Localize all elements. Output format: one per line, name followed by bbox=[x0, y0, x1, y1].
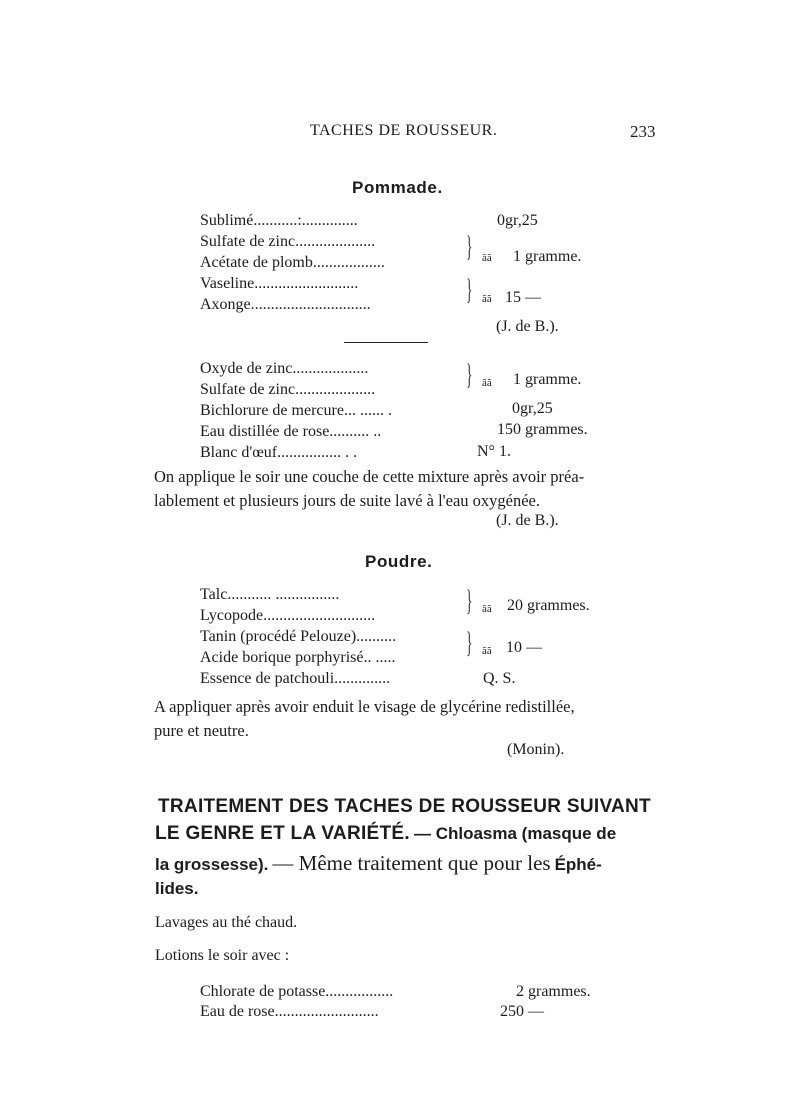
ingredient-row bbox=[200, 586, 339, 604]
ratio-mark: ãã bbox=[482, 603, 492, 615]
ingredient-name: Sulfate de zinc bbox=[200, 233, 296, 250]
ratio-mark: ãã bbox=[482, 252, 492, 264]
ingredient-row bbox=[200, 360, 368, 378]
leader-dots: .................. bbox=[312, 254, 385, 271]
ingredient-row bbox=[200, 607, 375, 625]
ingredient-row bbox=[200, 670, 390, 688]
brace-icon: } bbox=[466, 358, 473, 391]
ingredient-row bbox=[200, 212, 358, 230]
ingredient-name: Blanc d'œuf bbox=[200, 444, 278, 461]
paragraph-line: A appliquer après avoir enduit le visage de glycérine redistillée, bbox=[154, 697, 575, 716]
ingredient-amount: 1 gramme. bbox=[513, 248, 582, 265]
instruction-paragraph bbox=[154, 465, 674, 513]
page-number: 233 bbox=[630, 122, 656, 141]
leader-dots: ... ...... . bbox=[343, 402, 392, 419]
ingredient-amount: 2 grammes. bbox=[516, 983, 591, 1000]
ingredient-name: Acétate de plomb bbox=[200, 254, 313, 271]
ingredient-name: Acide borique porphyrisé bbox=[200, 649, 364, 666]
leader-dots: ................... bbox=[292, 360, 369, 377]
divider-rule bbox=[344, 342, 428, 343]
brace-icon: } bbox=[466, 273, 473, 306]
ingredient-name: Oxyde de zinc bbox=[200, 360, 293, 377]
ingredient-name: Chlorate de potasse bbox=[200, 983, 326, 1000]
brace-icon: } bbox=[466, 230, 473, 263]
leader-dots: .............. bbox=[334, 670, 391, 687]
paragraph-line: On applique le soir une couche de cette mixture après avoir préa- bbox=[154, 467, 585, 486]
ingredient-name: Talc bbox=[200, 586, 228, 603]
ingredient-row bbox=[200, 254, 385, 272]
ingredient-name: Sublimé bbox=[200, 212, 254, 229]
paragraph-line: lablement et plusieurs jours de suite lavé à l'eau oxygénée. bbox=[154, 491, 541, 510]
ingredient-amount: 150 grammes. bbox=[497, 421, 588, 438]
section-title-line bbox=[155, 851, 602, 876]
leader-dots: ........... ................ bbox=[227, 586, 340, 603]
ingredient-amount: 15 — bbox=[505, 289, 541, 306]
running-header-title: TACHES DE ROUSSEUR. bbox=[310, 122, 498, 139]
ingredient-row bbox=[200, 983, 393, 1001]
leader-dots: .......................... bbox=[254, 275, 359, 292]
ingredient-row bbox=[200, 628, 396, 646]
section-title-line: TRAITEMENT DES TACHES DE ROUSSEUR SUIVANT bbox=[158, 796, 651, 817]
ingredient-name: Lycopode bbox=[200, 607, 264, 624]
ingredient-row bbox=[200, 1003, 379, 1021]
section-subtitle-part: — Chloasma (masque de bbox=[413, 824, 617, 843]
source-citation: (Monin). bbox=[507, 741, 565, 758]
ingredient-amount: 250 — bbox=[500, 1003, 544, 1020]
ingredient-amount: N° 1. bbox=[477, 443, 511, 460]
ingredient-row bbox=[200, 444, 357, 462]
ingredient-row bbox=[200, 649, 396, 667]
ingredient-name: Bichlorure de mercure bbox=[200, 402, 344, 419]
body-line: Lotions le soir avec : bbox=[155, 947, 290, 964]
ingredient-name: Sulfate de zinc bbox=[200, 381, 296, 398]
ingredient-amount: Q. S. bbox=[483, 670, 516, 687]
leader-dots: .............................. bbox=[250, 296, 371, 313]
leader-dots: .......................... bbox=[274, 1003, 379, 1020]
section-heading-poudre: Poudre. bbox=[365, 552, 433, 571]
section-subtitle-part: Éphé- bbox=[554, 855, 602, 874]
ingredient-amount: 20 grammes. bbox=[507, 597, 590, 614]
leader-dots: .......... bbox=[356, 628, 397, 645]
instruction-paragraph bbox=[154, 695, 674, 743]
section-heading-pommade: Pommade. bbox=[352, 178, 443, 197]
source-citation: (J. de B.). bbox=[496, 512, 559, 529]
ratio-mark: ãã bbox=[482, 293, 492, 305]
section-title-line: lides. bbox=[155, 879, 199, 898]
ingredient-name: Axonge bbox=[200, 296, 251, 313]
ratio-mark: ãã bbox=[482, 377, 492, 389]
ingredient-row bbox=[200, 296, 371, 314]
section-title-part: LE GENRE ET LA VARIÉTÉ. bbox=[155, 823, 410, 844]
leader-dots: ...........:.............. bbox=[253, 212, 358, 229]
section-body-part: — Même traitement que pour les bbox=[272, 851, 551, 875]
body-line: Lavages au thé chaud. bbox=[155, 914, 298, 931]
ingredient-row bbox=[200, 423, 381, 441]
brace-icon: } bbox=[466, 584, 473, 617]
ingredient-amount: 0gr,25 bbox=[512, 400, 553, 417]
ingredient-amount: 1 gramme. bbox=[513, 371, 582, 388]
brace-icon: } bbox=[466, 626, 473, 659]
paragraph-line: pure et neutre. bbox=[154, 721, 249, 740]
leader-dots: ............................ bbox=[263, 607, 376, 624]
ingredient-amount: 0gr,25 bbox=[497, 212, 538, 229]
ingredient-name: Essence de patchouli bbox=[200, 670, 335, 687]
leader-dots: .......... .. bbox=[329, 423, 382, 440]
ingredient-row bbox=[200, 233, 375, 251]
section-title-line bbox=[155, 823, 616, 845]
leader-dots: ................ . . bbox=[277, 444, 358, 461]
ingredient-name: Vaseline bbox=[200, 275, 255, 292]
ingredient-row bbox=[200, 402, 392, 420]
ingredient-name: Tanin (procédé Pelouze) bbox=[200, 628, 357, 645]
ratio-mark: ãã bbox=[482, 645, 492, 657]
ingredient-row bbox=[200, 275, 358, 293]
ingredient-amount: 10 — bbox=[506, 639, 542, 656]
leader-dots: .. ..... bbox=[363, 649, 396, 666]
leader-dots: ................. bbox=[325, 983, 394, 1000]
ingredient-row bbox=[200, 381, 375, 399]
ingredient-name: Eau de rose bbox=[200, 1003, 275, 1020]
leader-dots: .................... bbox=[295, 381, 376, 398]
section-subtitle-part: la grossesse). bbox=[155, 855, 269, 874]
ingredient-name: Eau distillée de rose bbox=[200, 423, 330, 440]
leader-dots: .................... bbox=[295, 233, 376, 250]
source-citation: (J. de B.). bbox=[496, 318, 559, 335]
